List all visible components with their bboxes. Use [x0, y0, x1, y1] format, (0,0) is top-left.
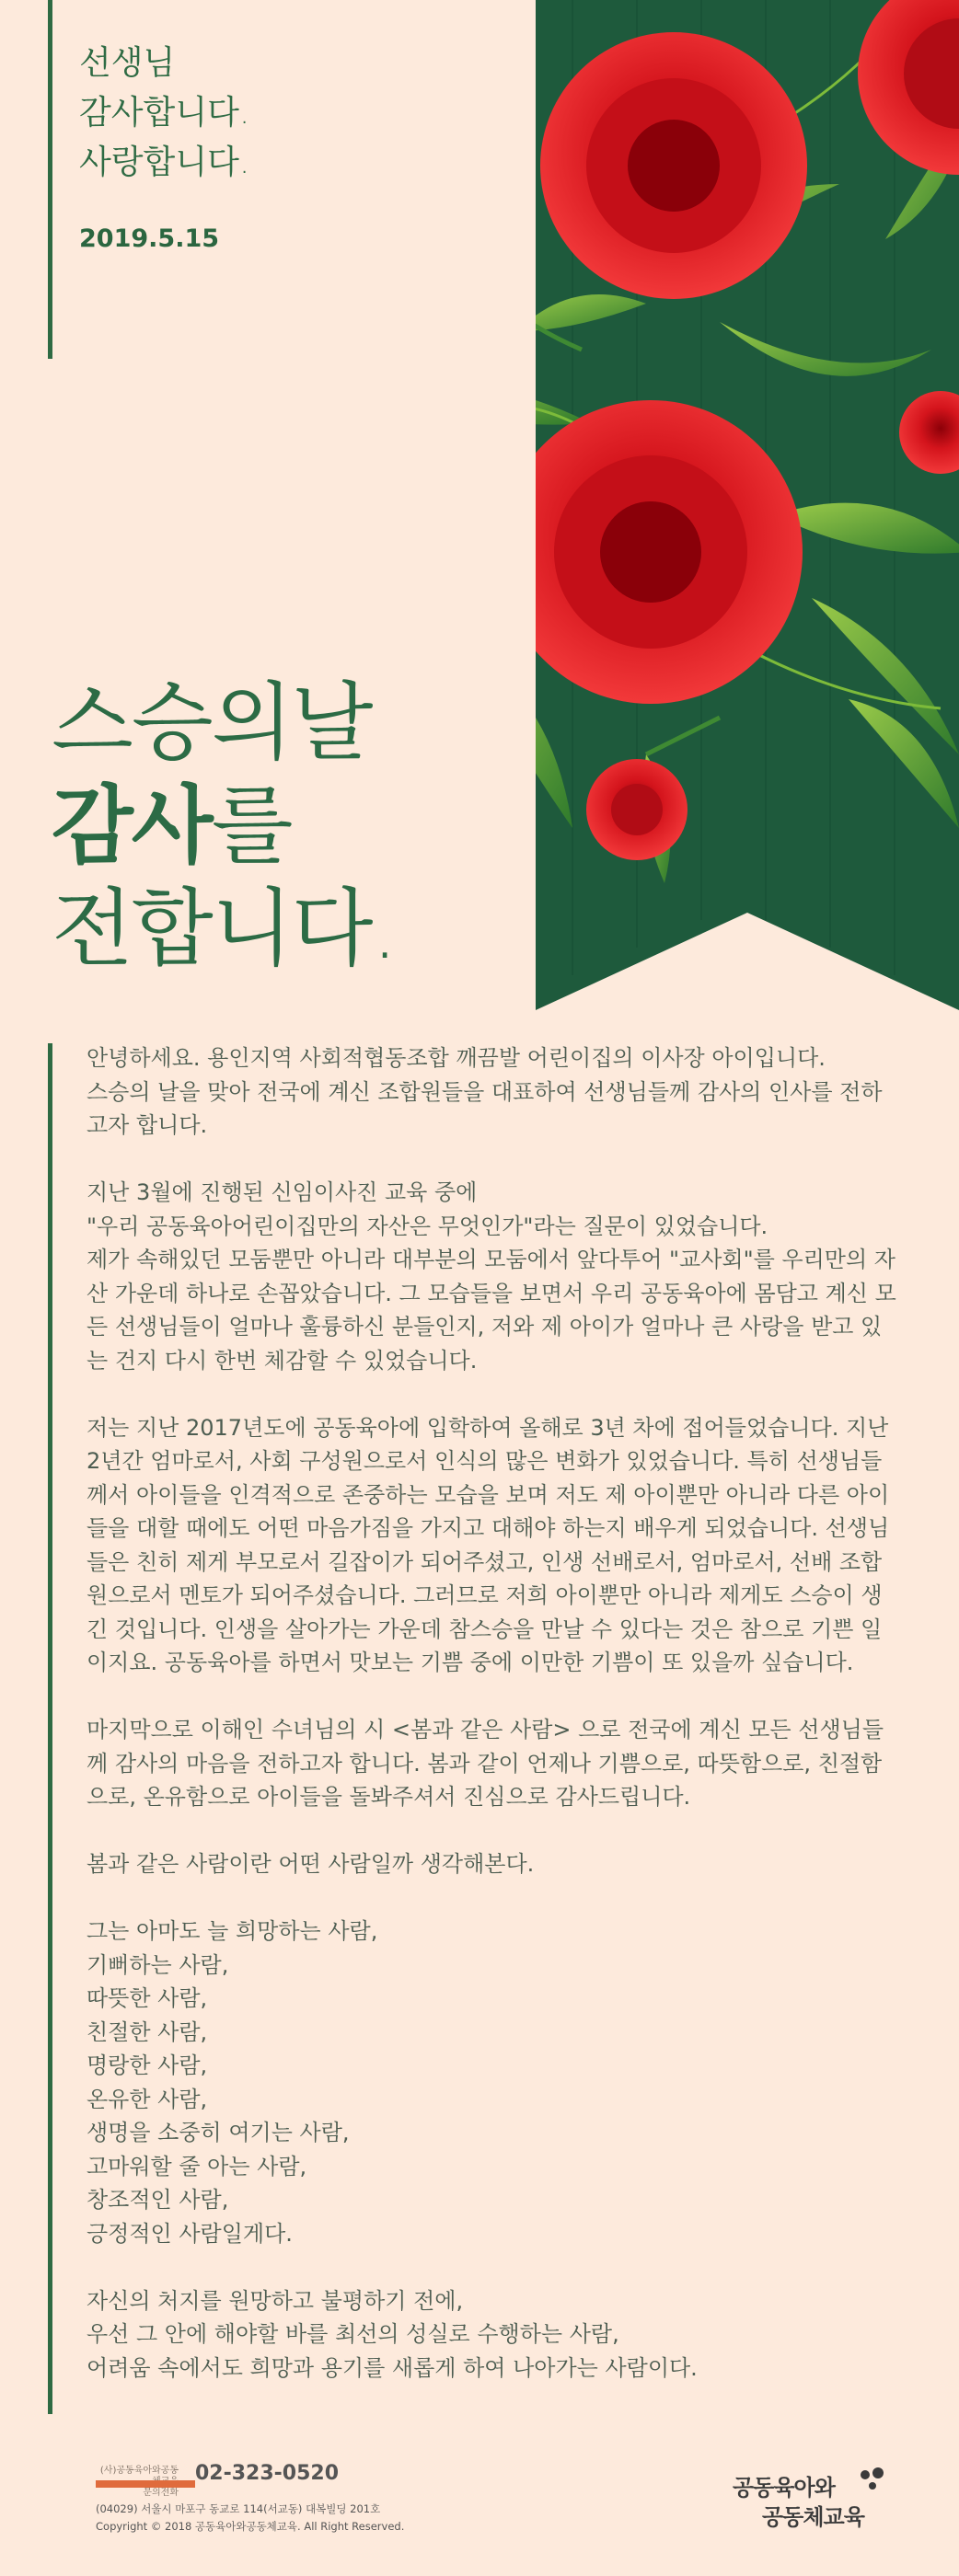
headline-line-3: 전합니다.	[52, 880, 397, 978]
headline-line-2	[52, 775, 397, 878]
footer-org-name: (사)공동육아와공동	[99, 2466, 179, 2476]
logo-figures-icon	[854, 2466, 891, 2502]
paragraph-intro: 안녕하세요. 용인지역 사회적협동조합 깨끔발 어린이집의 이사장 아이입니다. 스승의 날을 맞아 전국에 계신 조합원들을 대표하여 선생님들께 감사의 인사를 전하고자 합니다.	[87, 1045, 883, 1138]
logo-text-line-2: 공동체교육	[762, 2504, 864, 2530]
logo-text-line-1: 공동육아와	[733, 2475, 835, 2501]
footer-contact-label: 문의전화	[143, 2488, 179, 2498]
greeting-line-3: 사랑합니다.	[79, 144, 250, 181]
footer-copyright: Copyright © 2018 공동육아와공동체교육. All Right Reserved.	[96, 2520, 405, 2533]
greeting-line-1: 선생님	[79, 44, 176, 82]
poem-stanza-1: 그는 아마도 늘 희망하는 사람, 기뻐하는 사람, 따뜻한 사람, 친절한 사람, 명랑한 사람, 온유한 사람, 생명을 소중히 여기는 사람, 고마워할 줄 아는 사람, 창조적인 사람, 긍정적인 사람일게다.	[87, 1918, 378, 2247]
date: 2019.5.15	[79, 224, 220, 253]
headline-particle: 를	[211, 776, 292, 875]
paragraph-experience: 저는 지난 2017년도에 공동육아에 입학하여 올해로 3년 차에 접어들었습니다. 지난 2년간 엄마로서, 사회 구성원으로서 인식의 많은 변화가 있었습니다. 특히 선생님들께서 아이들을 인격적으로 존중하는 모습을 보며 저도 제 아이뿐만 아니라 다른 아이들을 대할 때에도 어떤 마음가짐을 가지고 대해야 하는지 배우게 되었습니다. 선생님들은 친히 제게 부모로서 길잡이가 되어주셨고, 인생 선배로서, 엄마로서, 선배 조합원으로서 멘토가 되어주셨습니다. 그러므로 저희 아이뿐만 아니라 제게도 스승이 생긴 것입니다. 인생을 살아가는 가운데 참스승을 만날 수 있다는 것은 참으로 기쁜 일이지요. 공동육아를 하면서 맛보는 기쁨 중에 이만한 기쁨이 또 있을까 싶습니다.	[87, 1414, 890, 1675]
footer-accent-bar	[96, 2480, 195, 2488]
carnation-banner-illustration	[536, 0, 959, 1010]
headline-bold-word: 감사	[52, 776, 212, 875]
accent-line-top	[48, 0, 52, 359]
greeting	[79, 39, 249, 188]
poem-intro: 봄과 같은 사람이란 어떤 사람일까 생각해본다.	[87, 1851, 535, 1877]
footer-phone: 02-323-0520	[195, 2462, 340, 2485]
paragraph-training: 지난 3월에 진행된 신임이사진 교육 중에 "우리 공동육아어린이집만의 자산은 무엇인가"라는 질문이 있었습니다. 제가 속해있던 모둠뿐만 아니라 대부분의 모둠에서 앞다투어 "교사회"를 우리만의 자산 가운데 하나로 손꼽았습니다. 그 모습들을 보면서 우리 공동육아에 몸담고 계신 모든 선생님들이 얼마나 훌륭하신 분들인지, 저와 제 아이가 얼마나 큰 사랑을 받고 있는 건지 다시 한번 체감할 수 있었습니다.	[87, 1179, 896, 1374]
letter-body	[87, 1041, 896, 2419]
org-logo	[729, 2466, 895, 2532]
footer-address: (04029) 서울시 마포구 동교로 114(서교동) 대복빌딩 201호	[96, 2502, 381, 2515]
headline-line-1: 스승의날	[52, 673, 372, 772]
footer	[0, 2447, 959, 2576]
headline	[52, 672, 397, 981]
footer-address-block	[96, 2501, 404, 2536]
paragraph-closing: 마지막으로 이해인 수녀님의 시 <봄과 같은 사람> 으로 전국에 계신 모든 선생님들께 감사의 마음을 전하고자 합니다. 봄과 같이 언제나 기쁨으로, 따뜻함으로, 친절함으로, 온유함으로 아이들을 돌봐주셔서 진심으로 감사드립니다.	[87, 1717, 884, 1810]
accent-line-body	[48, 1043, 52, 2414]
poem-stanza-2: 자신의 처지를 원망하고 불평하기 전에, 우선 그 안에 해야할 바를 최선의 성실로 수행하는 사람, 어려움 속에서도 희망과 용기를 새롭게 하여 나아가는 사람이다.	[87, 2287, 698, 2381]
greeting-line-2: 감사합니다.	[79, 94, 250, 132]
